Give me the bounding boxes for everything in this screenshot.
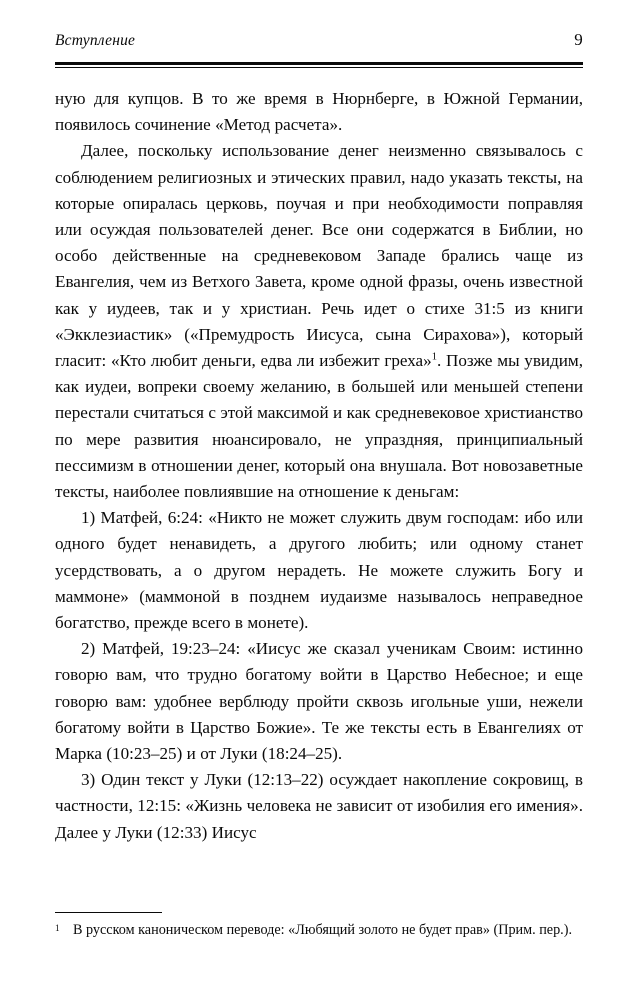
footnote-text: В русском каноническом переводе: «Любящий золото не будет прав» (Прим. пер.). bbox=[73, 922, 573, 939]
footnote-entry bbox=[55, 920, 583, 941]
paragraph-text-after-note: . Позже мы увидим, как иудеи, вопреки своему желанию, в большей или меньшей степени перестали считаться с этой максимой и как средневековое христианство по мере развития нюансировало, не упраздняя, принципиальный пессимизм в отношении денег, который она внушала. Вот новозаветные тексты, наиболее повлиявшие на отношение к деньгам: bbox=[55, 351, 584, 502]
paragraph-text-before-note: Далее, поскольку использование денег неизменно связывалось с соблюдением религиозных и этических правил, надо указать тексты, на которые опиралась церковь, поучая и при необходимости поправляя или осуждая пользователей денег. Все они содержатся в Библии, но особо действенные на средневековом Западе брались чаще из Евангелия, чем из Ветхого Завета, кроме одной фразы, очень известной как у иудеев, так и у христиан. Речь идет о стихе 31:5 из книги «Экклезиастик» («Премудрость Иисуса, сына Сирахова»), который гласит: «Кто любит деньги, едва ли избежит греха» bbox=[55, 141, 583, 371]
footnote-marker: 1 bbox=[55, 923, 60, 934]
paragraph-continuation: ную для купцов. В то же время в Нюрнберге, в Южной Германии, появилось сочинение «Метод расчета». bbox=[55, 89, 583, 135]
header-rule-thick bbox=[55, 62, 583, 65]
paragraph-scripture-luke-12-13: 3) Один текст у Луки (12:13–22) осуждает накопление сокровищ, в частности, 12:15: «Жизнь человека не зависит от изобилия его имения». Далее у Луки (12:33) Иисус bbox=[55, 770, 583, 842]
paragraph-scripture-matthew-6-24: 1) Матфей, 6:24: «Никто не может служить двум господам: ибо или одного будет ненавидеть, а другого любить; или одному станет усердствовать, а о другом нерадеть. Не можете служить Богу и маммоне» (маммоной в позднем иудаизме называлось неправедное богатство, прежде всего в монете). bbox=[55, 508, 583, 633]
header-divider-rule bbox=[55, 62, 583, 68]
running-head-title: Вступление bbox=[55, 32, 136, 49]
body-text-block bbox=[55, 86, 583, 846]
paragraph-scripture-matthew-19-23: 2) Матфей, 19:23–24: «Иисус же сказал ученикам Своим: истинно говорю вам, что трудно богатому войти в Царство Небесное; и еще говорю вам: удобнее верблюду пройти сквозь игольные уши, нежели богатому войти в Царство Божие». Те же тексты есть в Евангелиях от Марка (10:23–25) и от Луки (18:24–25). bbox=[55, 639, 583, 764]
header-rule-thin bbox=[55, 67, 583, 68]
footnote-reference-marker[interactable]: 1 bbox=[431, 351, 437, 363]
footnote-separator-rule bbox=[55, 912, 162, 913]
running-head bbox=[55, 30, 583, 54]
page-number: 9 bbox=[574, 30, 583, 49]
footnote-area bbox=[55, 912, 583, 941]
paragraph-with-footnote bbox=[55, 138, 583, 505]
